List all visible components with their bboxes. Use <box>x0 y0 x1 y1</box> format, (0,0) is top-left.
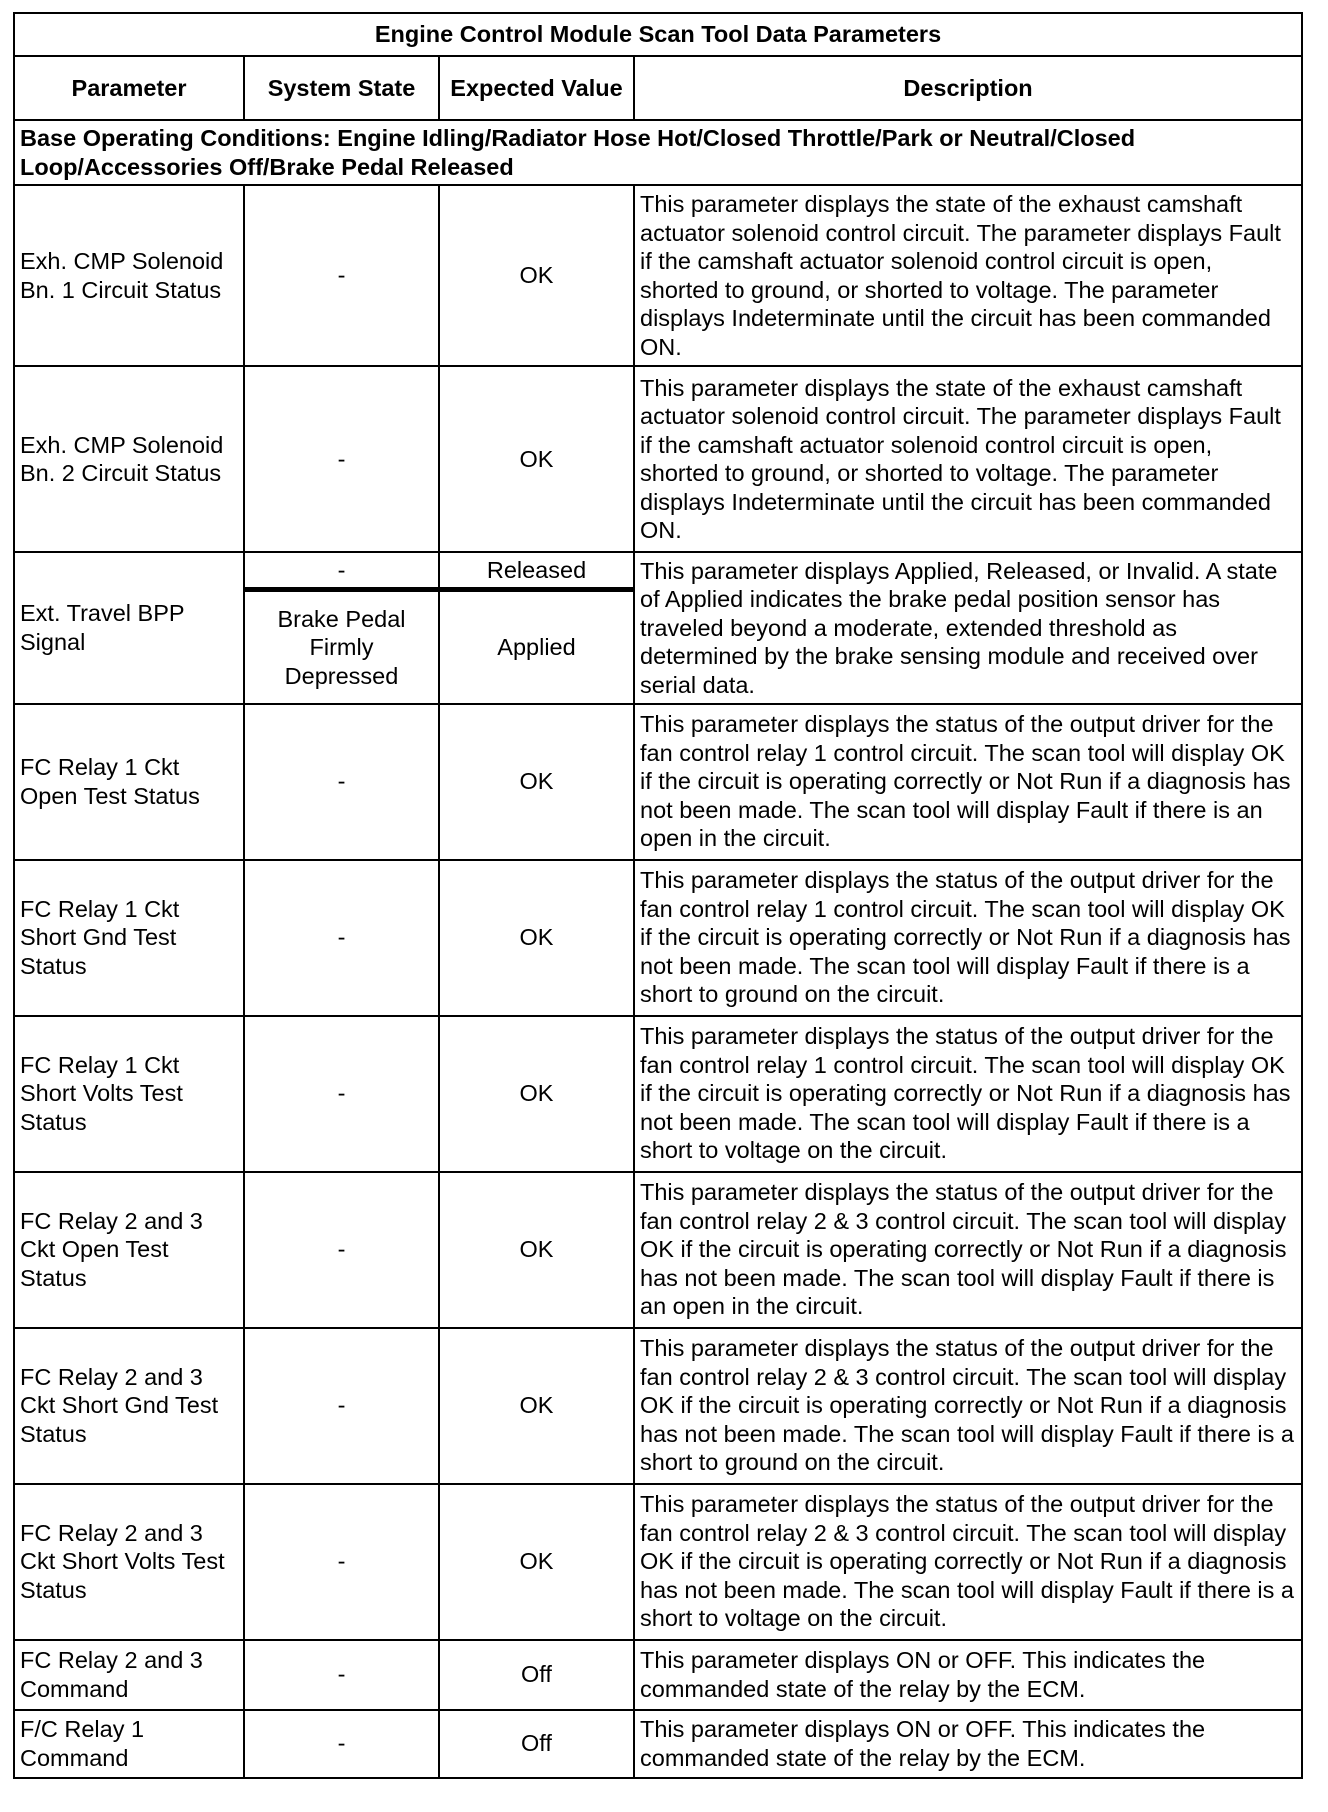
header-parameter: Parameter <box>14 56 244 120</box>
header-system-state: System State <box>244 56 439 120</box>
description-cell: This parameter displays the status of the output driver for the fan control relay 2 & 3 control circuit. The scan tool will display OK if the circuit is operating correctly or Not Run if a diagnosis has not been made. The scan tool will display Fault if there is a short to voltage on the circuit. <box>634 1484 1302 1640</box>
system-state-cell: - <box>244 1640 439 1710</box>
expected-value-cell: OK <box>439 1016 634 1172</box>
table-row <box>14 1016 1302 1172</box>
parameter-cell: Exh. CMP Solenoid Bn. 1 Circuit Status <box>14 185 244 366</box>
expected-value-cell: OK <box>439 1484 634 1640</box>
system-state-cell: - <box>244 552 439 590</box>
system-state-cell: - <box>244 704 439 860</box>
table-row <box>14 1640 1302 1710</box>
table-row <box>14 366 1302 552</box>
expected-value-cell: Off <box>439 1710 634 1778</box>
system-state-cell: - <box>244 185 439 366</box>
table-row <box>14 1710 1302 1778</box>
expected-value-cell: OK <box>439 185 634 366</box>
parameter-cell: FC Relay 1 Ckt Short Gnd Test Status <box>14 860 244 1016</box>
table-row <box>14 1484 1302 1640</box>
parameter-cell: F/C Relay 1 Command <box>14 1710 244 1778</box>
parameter-cell: FC Relay 2 and 3 Ckt Short Gnd Test Status <box>14 1328 244 1484</box>
expected-value-cell: Released <box>439 552 634 590</box>
description-cell: This parameter displays the status of the output driver for the fan control relay 1 control circuit. The scan tool will display OK if the circuit is operating correctly or Not Run if a diagnosis has not been made. The scan tool will display Fault if there is a short to ground on the circuit. <box>634 860 1302 1016</box>
table-row <box>14 185 1302 366</box>
table-row <box>14 1172 1302 1328</box>
expected-value-cell: OK <box>439 704 634 860</box>
parameter-cell: FC Relay 1 Ckt Open Test Status <box>14 704 244 860</box>
system-state-cell: - <box>244 1710 439 1778</box>
header-row <box>14 56 1302 120</box>
table-row <box>14 860 1302 1016</box>
table-title: Engine Control Module Scan Tool Data Parameters <box>14 13 1302 56</box>
expected-value-cell: Off <box>439 1640 634 1710</box>
scan-tool-data-table <box>13 12 1303 1779</box>
parameter-cell: FC Relay 1 Ckt Short Volts Test Status <box>14 1016 244 1172</box>
description-cell: This parameter displays the state of the exhaust camshaft actuator solenoid control circuit. The parameter displays Fault if the camshaft actuator solenoid control circuit is open, shorted to ground, or shorted to voltage. The parameter displays Indeterminate until the circuit has been commanded ON. <box>634 366 1302 552</box>
system-state-cell: - <box>244 1484 439 1640</box>
description-cell: This parameter displays the status of the output driver for the fan control relay 2 & 3 control circuit. The scan tool will display OK if the circuit is operating correctly or Not Run if a diagnosis has not been made. The scan tool will display Fault if there is a short to ground on the circuit. <box>634 1328 1302 1484</box>
parameter-cell: FC Relay 2 and 3 Ckt Short Volts Test Status <box>14 1484 244 1640</box>
table-row <box>14 704 1302 860</box>
parameter-cell: Ext. Travel BPP Signal <box>14 552 244 704</box>
expected-value-cell: OK <box>439 366 634 552</box>
header-expected-value: Expected Value <box>439 56 634 120</box>
header-description: Description <box>634 56 1302 120</box>
expected-value-cell: OK <box>439 860 634 1016</box>
system-state-cell: - <box>244 1016 439 1172</box>
description-cell: This parameter displays the status of the output driver for the fan control relay 1 control circuit. The scan tool will display OK if the circuit is operating correctly or Not Run if a diagnosis has not been made. The scan tool will display Fault if there is a short to voltage on the circuit. <box>634 1016 1302 1172</box>
system-state-cell: - <box>244 860 439 1016</box>
description-cell: This parameter displays Applied, Released, or Invalid. A state of Applied indicates the brake pedal position sensor has traveled beyond a moderate, extended threshold as determined by the brake sensing module and received over serial data. <box>634 552 1302 704</box>
expected-value-cell: OK <box>439 1172 634 1328</box>
parameter-cell: FC Relay 2 and 3 Ckt Open Test Status <box>14 1172 244 1328</box>
base-operating-conditions: Base Operating Conditions: Engine Idling/Radiator Hose Hot/Closed Throttle/Park or Neutral/Closed Loop/Accessories Off/Brake Pedal Released <box>14 120 1302 185</box>
description-cell: This parameter displays the status of the output driver for the fan control relay 2 & 3 control circuit. The scan tool will display OK if the circuit is operating correctly or Not Run if a diagnosis has not been made. The scan tool will display Fault if there is an open in the circuit. <box>634 1172 1302 1328</box>
table-row <box>14 1328 1302 1484</box>
expected-value-cell: Applied <box>439 590 634 704</box>
system-state-cell: - <box>244 366 439 552</box>
description-cell: This parameter displays ON or OFF. This indicates the commanded state of the relay by the ECM. <box>634 1710 1302 1778</box>
expected-value-cell: OK <box>439 1328 634 1484</box>
description-cell: This parameter displays the state of the exhaust camshaft actuator solenoid control circuit. The parameter displays Fault if the camshaft actuator solenoid control circuit is open, shorted to ground, or shorted to voltage. The parameter displays Indeterminate until the circuit has been commanded ON. <box>634 185 1302 366</box>
description-cell: This parameter displays ON or OFF. This indicates the commanded state of the relay by the ECM. <box>634 1640 1302 1710</box>
system-state-cell: Brake Pedal Firmly Depressed <box>244 590 439 704</box>
description-cell: This parameter displays the status of the output driver for the fan control relay 1 control circuit. The scan tool will display OK if the circuit is operating correctly or Not Run if a diagnosis has not been made. The scan tool will display Fault if there is an open in the circuit. <box>634 704 1302 860</box>
parameter-cell: FC Relay 2 and 3 Command <box>14 1640 244 1710</box>
system-state-cell: - <box>244 1172 439 1328</box>
system-state-cell: - <box>244 1328 439 1484</box>
parameter-cell: Exh. CMP Solenoid Bn. 2 Circuit Status <box>14 366 244 552</box>
table-row <box>14 552 1302 590</box>
